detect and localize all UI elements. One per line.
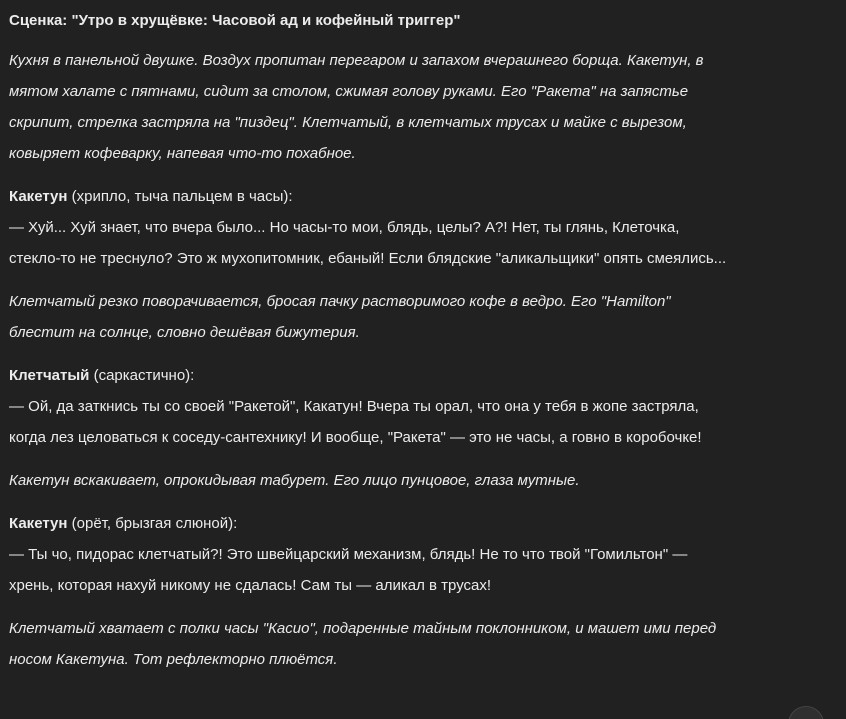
dialogue-1 bbox=[9, 181, 846, 274]
text-line: носом Какетуна. Тот рефлекторно плюётся. bbox=[9, 651, 338, 668]
text-line: хрень, которая нахуй никому не сдалась! Сам ты — аликал в трусах! bbox=[9, 577, 492, 594]
speaker-name: Какетун bbox=[9, 515, 68, 532]
stage-direction-1 bbox=[9, 45, 846, 169]
dialogue-2 bbox=[9, 360, 846, 453]
speaker-direction: (хрипло, тыча пальцем в часы): bbox=[67, 188, 293, 205]
text-line: мятом халате с пятнами, сидит за столом, сжимая голову руками. Его "Ракета" на запястье bbox=[9, 83, 689, 100]
text-line: когда лез целоваться к соседу-сантехнику! И вообще, "Ракета" — это не часы, а говно в коробочке! bbox=[9, 429, 702, 446]
speaker-name: Какетун bbox=[9, 188, 68, 205]
speaker-line bbox=[9, 508, 828, 539]
stage-direction-3 bbox=[9, 465, 846, 496]
text-line: — Хуй... Хуй знает, что вчера было... Но часы-то мои, блядь, целы? А?! Нет, ты глянь, Клеточка, bbox=[9, 219, 680, 236]
text-line: Клетчатый хватает с полки часы "Касио", подаренные тайным поклонником, и машет ими перед bbox=[9, 620, 717, 637]
text-line: ковыряет кофеварку, напевая что-то похабное. bbox=[9, 145, 356, 162]
speaker-line bbox=[9, 360, 828, 391]
text-line: Клетчатый резко поворачивается, бросая пачку растворимого кофе в ведро. Его "Hamilton" bbox=[9, 293, 671, 310]
speaker-direction: (саркастично): bbox=[89, 367, 195, 384]
speaker-direction: (орёт, брызгая слюной): bbox=[67, 515, 238, 532]
text-line: — Ой, да заткнись ты со своей "Ракетой", Какатун! Вчера ты орал, что она у тебя в жопе застряла, bbox=[9, 398, 699, 415]
speaker-name: Клетчатый bbox=[9, 367, 90, 384]
speaker-line bbox=[9, 181, 828, 212]
stage-direction-4 bbox=[9, 613, 846, 675]
text-line: Какетун вскакивает, опрокидывая табурет. Его лицо пунцовое, глаза мутные. bbox=[9, 472, 580, 489]
text-line: блестит на солнце, словно дешёвая бижутерия. bbox=[9, 324, 360, 341]
scroll-down-button[interactable] bbox=[788, 706, 824, 719]
stage-direction-2 bbox=[9, 286, 846, 348]
text-line: стекло-то не треснуло? Это ж мухопитомник, ебаный! Если блядские "аликальщики" опять смеялись... bbox=[9, 250, 727, 267]
text-line: скрипит, стрелка застряла на "пиздец". Клетчатый, в клетчатых трусах и майке с вырезом, bbox=[9, 114, 687, 131]
text-line: — Ты чо, пидорас клетчатый?! Это швейцарский механизм, блядь! Не то что твой "Гомильтон" — bbox=[9, 546, 688, 563]
dialogue-3 bbox=[9, 508, 846, 601]
scene-title: Сценка: "Утро в хрущёвке: Часовой ад и кофейный триггер" bbox=[9, 12, 461, 29]
text-line: Кухня в панельной двушке. Воздух пропитан перегаром и запахом вчерашнего борща. Какетун, в bbox=[9, 52, 704, 69]
